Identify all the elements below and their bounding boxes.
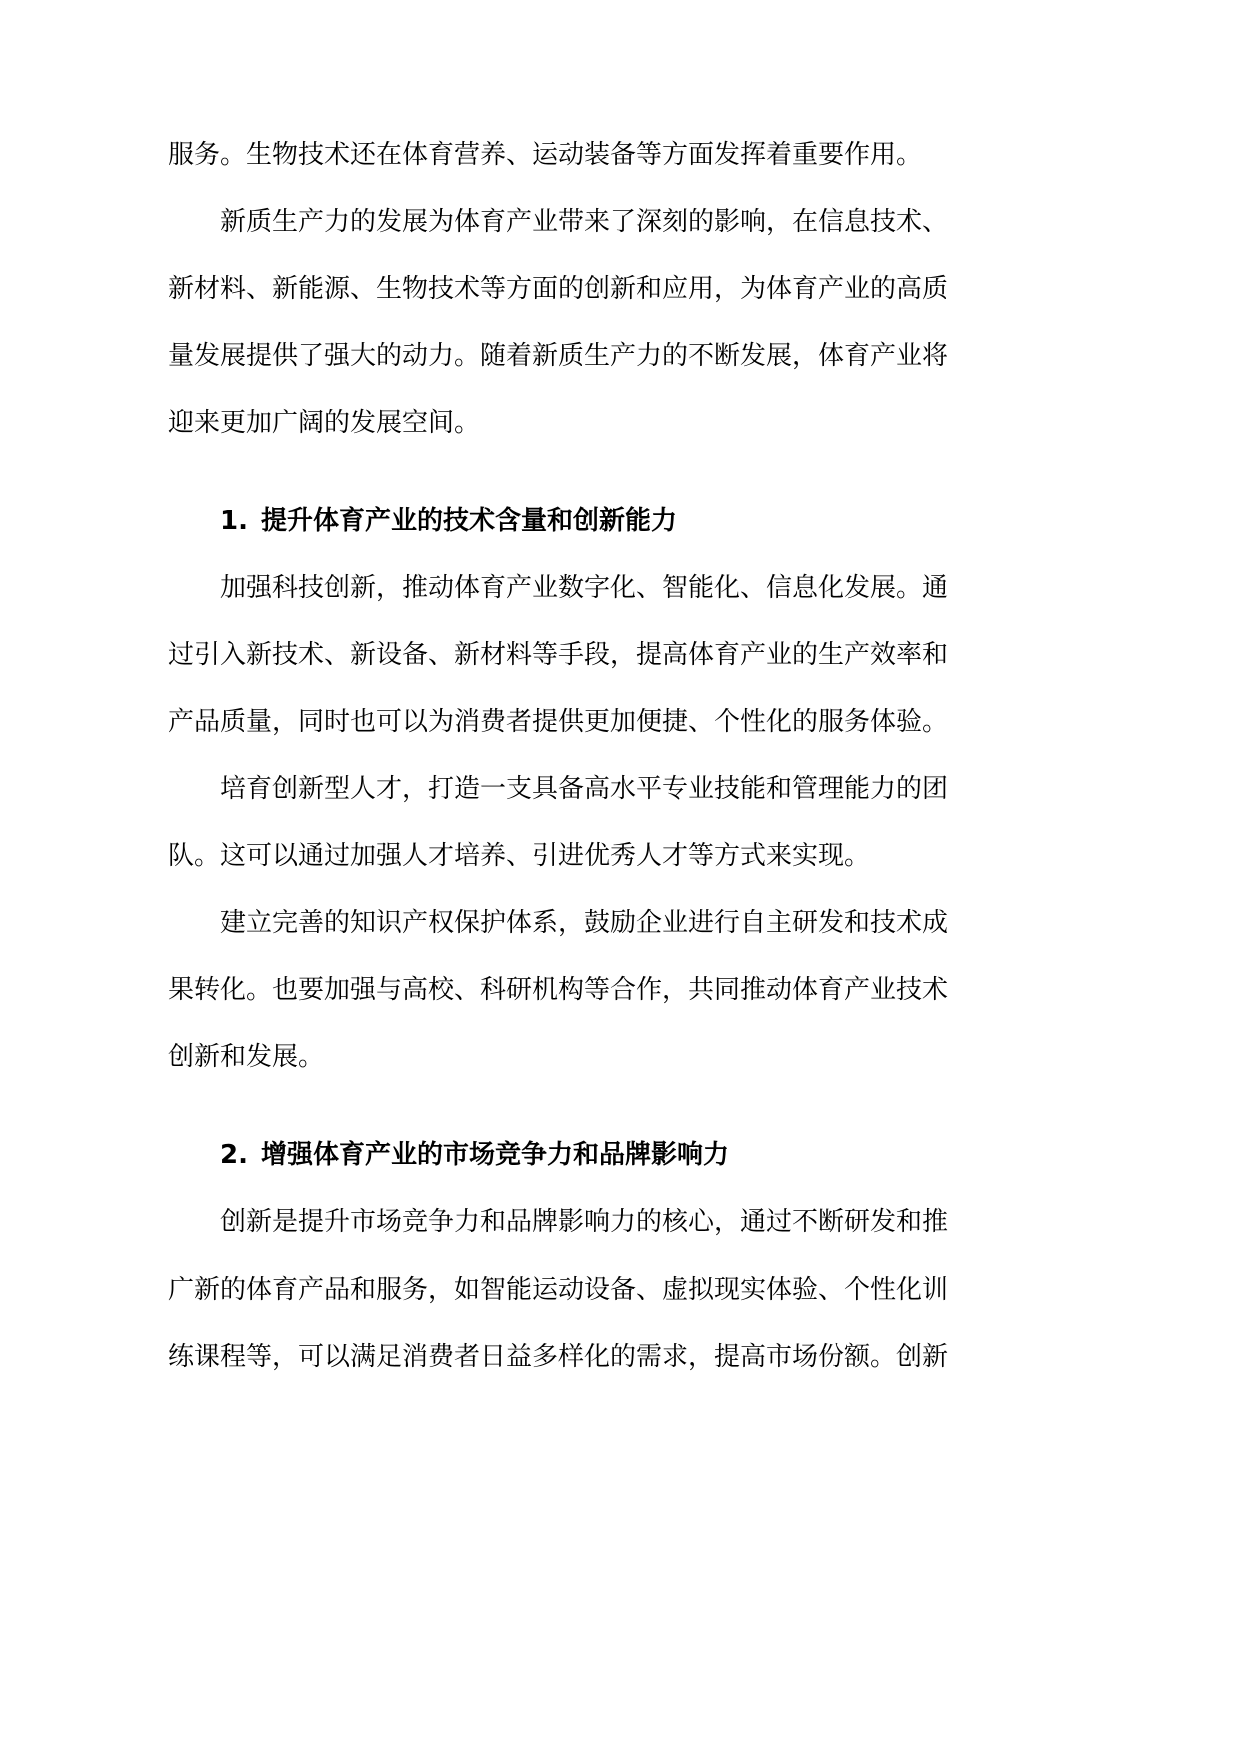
paragraph-line: 果转化。也要加强与高校、科研机构等合作，共同推动体育产业技术 xyxy=(168,975,949,1005)
paragraph-line: 产品质量，同时也可以为消费者提供更加便捷、个性化的服务体验。 xyxy=(168,707,949,737)
section-number: 2. xyxy=(220,1140,248,1170)
paragraph-line: 建立完善的知识产权保护体系，鼓励企业进行自主研发和技术成 xyxy=(220,908,949,938)
paragraph-line: 加强科技创新，推动体育产业数字化、智能化、信息化发展。通 xyxy=(220,573,949,603)
paragraph-line: 培育创新型人才，打造一支具备高水平专业技能和管理能力的团 xyxy=(220,774,949,804)
paragraph-line: 过引入新技术、新设备、新材料等手段，提高体育产业的生产效率和 xyxy=(168,640,949,670)
section-title: 提升体育产业的技术含量和创新能力 xyxy=(261,506,678,536)
paragraph-line: 量发展提供了强大的动力。随着新质生产力的不断发展，体育产业将 xyxy=(168,341,949,371)
paragraph-line: 练课程等，可以满足消费者日益多样化的需求，提高市场份额。创新 xyxy=(168,1342,949,1372)
section-number: 1. xyxy=(220,506,248,536)
paragraph-line: 迎来更加广阔的发展空间。 xyxy=(168,408,481,438)
paragraph-line: 创新是提升市场竞争力和品牌影响力的核心，通过不断研发和推 xyxy=(220,1207,949,1237)
paragraph-line: 新材料、新能源、生物技术等方面的创新和应用，为体育产业的高质 xyxy=(168,274,949,304)
paragraph-line: 创新和发展。 xyxy=(168,1042,325,1072)
section-title: 增强体育产业的市场竞争力和品牌影响力 xyxy=(261,1140,730,1170)
paragraph-line: 服务。生物技术还在体育营养、运动装备等方面发挥着重要作用。 xyxy=(168,140,923,170)
paragraph-line: 新质生产力的发展为体育产业带来了深刻的影响，在信息技术、 xyxy=(220,207,949,237)
paragraph-line: 队。这可以通过加强人才培养、引进优秀人才等方式来实现。 xyxy=(168,841,871,871)
paragraph-line: 广新的体育产品和服务，如智能运动设备、虚拟现实体验、个性化训 xyxy=(168,1275,949,1305)
